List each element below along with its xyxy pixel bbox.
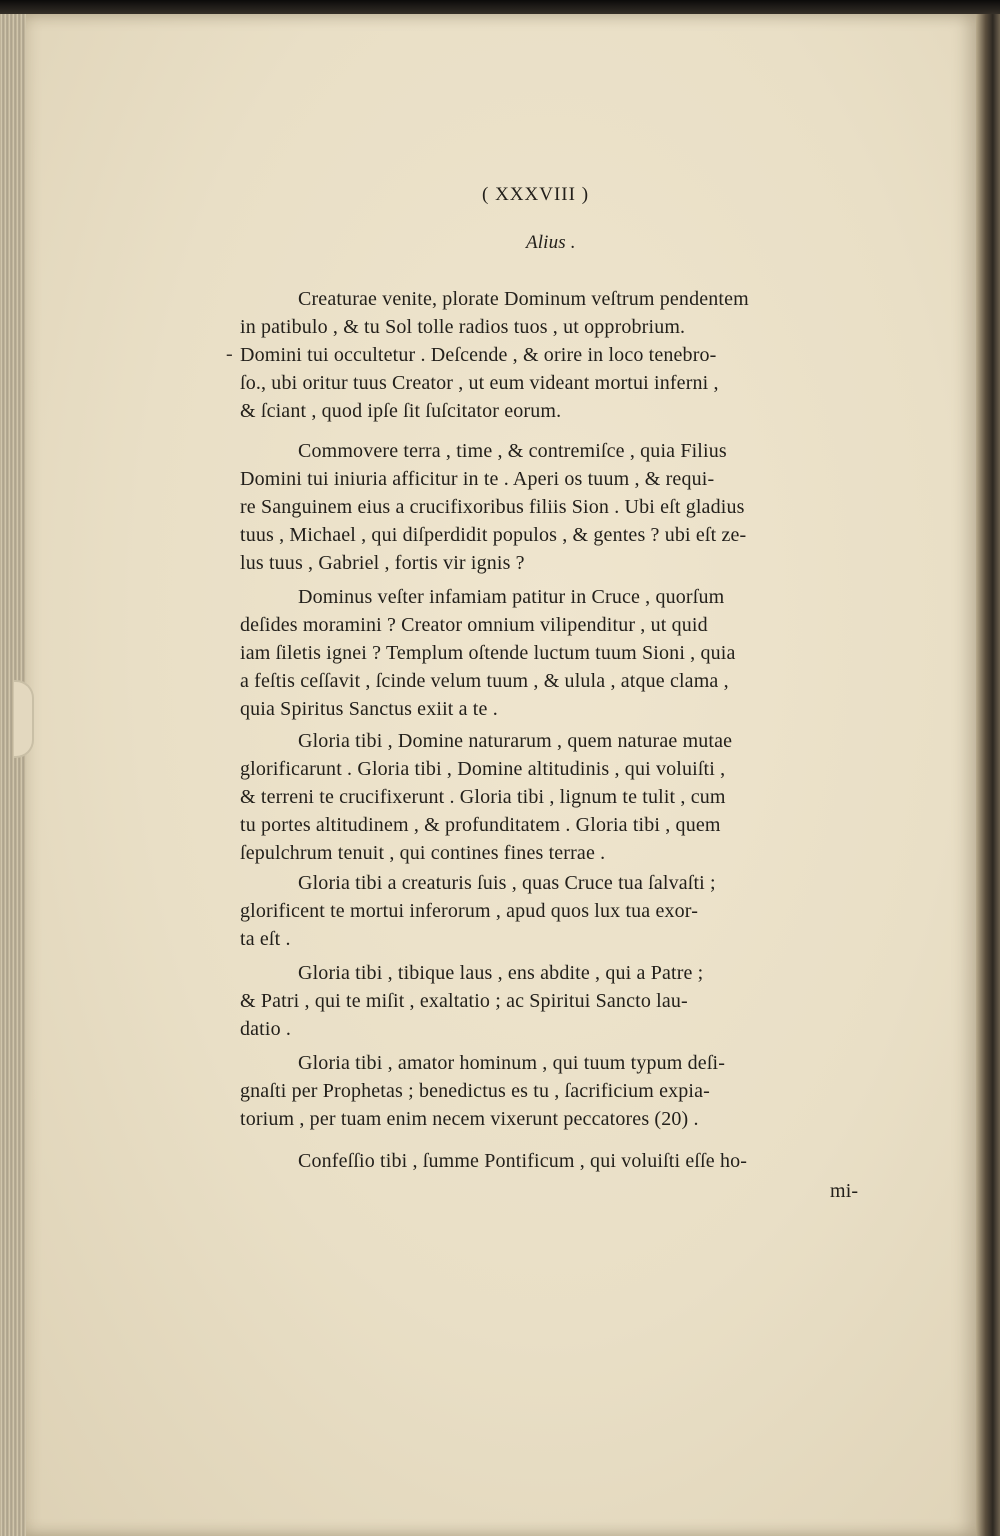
text-line: Creaturae venite, plorate Dominum veſtrum pendentem (298, 288, 749, 310)
text-line: Gloria tibi a creaturis ſuis , quas Cruce tua ſalvaſti ; (298, 872, 716, 894)
text-line: glorificarunt . Gloria tibi , Domine altitudinis , qui voluiſti , (240, 758, 726, 780)
text-line: quia Spiritus Sanctus exiit a te . (240, 698, 498, 720)
text-line: ſepulchrum tenuit , qui contines fines terrae . (240, 842, 606, 864)
page-header: ( XXXVIII ) (482, 184, 590, 205)
text-line: Gloria tibi , tibique laus , ens abdite , qui a Patre ; (298, 962, 704, 984)
text-line: deſides moramini ? Creator omnium vilipenditur , ut quid (240, 614, 708, 636)
catchword: mi- (830, 1180, 859, 1202)
text-line: Domini tui iniuria afficitur in te . Aperi os tuum , & requi- (240, 468, 715, 490)
text-line: & terreni te crucifixerunt . Gloria tibi , lignum te tulit , cum (240, 786, 726, 808)
text-line: torium , per tuam enim necem vixerunt peccatores (20) . (240, 1108, 699, 1130)
text-line: & Patri , qui te miſit , exaltatio ; ac Spiritui Sancto lau- (240, 990, 688, 1012)
text-line: in patibulo , & tu Sol tolle radios tuos , ut opprobrium. (240, 316, 686, 338)
text-line: tu portes altitudinem , & profunditatem . Gloria tibi , quem (240, 814, 721, 836)
text-line: Commovere terra , time , & contremiſce , quia Filius (298, 440, 727, 462)
text-line: ta eſt . (240, 928, 291, 950)
text-line: a feſtis ceſſavit , ſcinde velum tuum , & ulula , atque clama , (240, 670, 729, 692)
text-line: datio . (240, 1018, 292, 1040)
text-line: Confeſſio tibi , ſumme Pontificum , qui voluiſti eſſe ho- (298, 1150, 748, 1172)
text-line: Domini tui occultetur . Deſcende , & orire in loco tenebro- (240, 344, 717, 366)
text-line: lus tuus , Gabriel , fortis vir ignis ? (240, 552, 525, 574)
text-line: ſo., ubi oritur tuus Creator , ut eum videant mortui inferni , (240, 372, 719, 394)
text-line: Gloria tibi , Domine naturarum , quem naturae mutae (298, 730, 733, 752)
text-line: & ſciant , quod ipſe ſit ſuſcitator eorum. (240, 400, 562, 422)
text-line: tuus , Michael , qui diſperdidit populos , & gentes ? ubi eſt ze- (240, 524, 747, 546)
text-line: re Sanguinem eius a crucifixoribus filiis Sion . Ubi eſt gladius (240, 496, 745, 518)
margin-mark: - (226, 343, 233, 365)
text-line: Dominus veſter infamiam patitur in Cruce , quorſum (298, 586, 725, 608)
text-line: glorificent te mortui inferorum , apud quos lux tua exor- (240, 900, 699, 922)
section-subtitle: Alius . (526, 232, 576, 253)
text-line: gnaſti per Prophetas ; benedictus es tu , ſacrificium expia- (240, 1080, 710, 1102)
text-line: iam ſiletis ignei ? Templum oſtende luctum tuum Sioni , quia (240, 642, 736, 664)
text-line: Gloria tibi , amator hominum , qui tuum typum deſi- (298, 1052, 726, 1074)
